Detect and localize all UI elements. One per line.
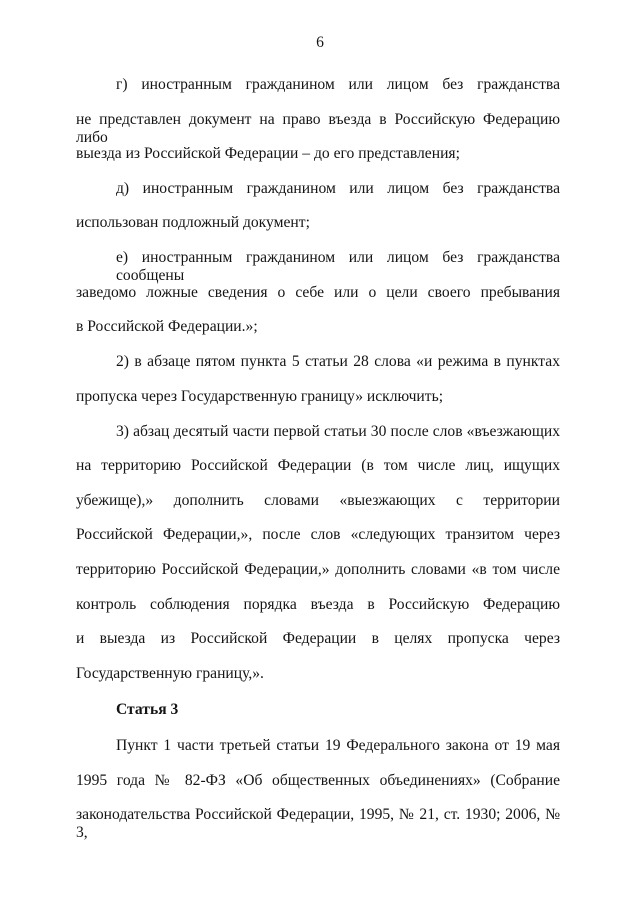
text-line: территорию Российской Федерации,» дополнить словами «в том числе	[76, 561, 560, 578]
text-line: 1995 года № 82-ФЗ «Об общественных объединениях» (Собрание	[76, 772, 560, 789]
text-line: Пункт 1 части третьей статьи 19 Федерального закона от 19 мая	[116, 737, 560, 754]
text-line: и выезда из Российской Федерации в целях пропуска через	[76, 630, 560, 647]
text-line: 2) в абзаце пятом пункта 5 статьи 28 слова «и режима в пунктах	[116, 353, 560, 370]
text-line: убежище),» дополнить словами «выезжающих с территории	[76, 492, 560, 509]
text-line: Государственную границу,».	[76, 665, 264, 682]
text-line: использован подложный документ;	[76, 214, 310, 231]
text-line: выезда из Российской Федерации – до его представления;	[76, 145, 460, 162]
text-line: законодательства Российской Федерации, 1995, № 21, ст. 1930; 2006, № 3,	[76, 806, 560, 841]
text-line: пропуска через Государственную границу» исключить;	[76, 388, 444, 405]
page-number: 6	[316, 34, 324, 51]
text-line: 3) абзац десятый части первой статьи 30 после слов «въезжающих	[116, 423, 560, 440]
text-line: не представлен документ на право въезда в Российскую Федерацию либо	[76, 111, 560, 146]
text-line: е) иностранным гражданином или лицом без гражданства сообщены	[116, 249, 560, 284]
article-heading: Статья 3	[116, 701, 179, 718]
text-line: контроль соблюдения порядка въезда в Российскую Федерацию	[76, 596, 560, 613]
text-line: заведомо ложные сведения о себе или о цели своего пребывания	[76, 284, 560, 301]
text-line: на территорию Российской Федерации (в том числе лиц, ищущих	[76, 457, 560, 474]
text-line: в Российской Федерации.»;	[76, 318, 258, 335]
text-line: д) иностранным гражданином или лицом без гражданства	[116, 180, 560, 197]
text-line: г) иностранным гражданином или лицом без гражданства	[116, 76, 560, 93]
text-line: Российской Федерации,», после слов «следующих транзитом через	[76, 526, 560, 543]
